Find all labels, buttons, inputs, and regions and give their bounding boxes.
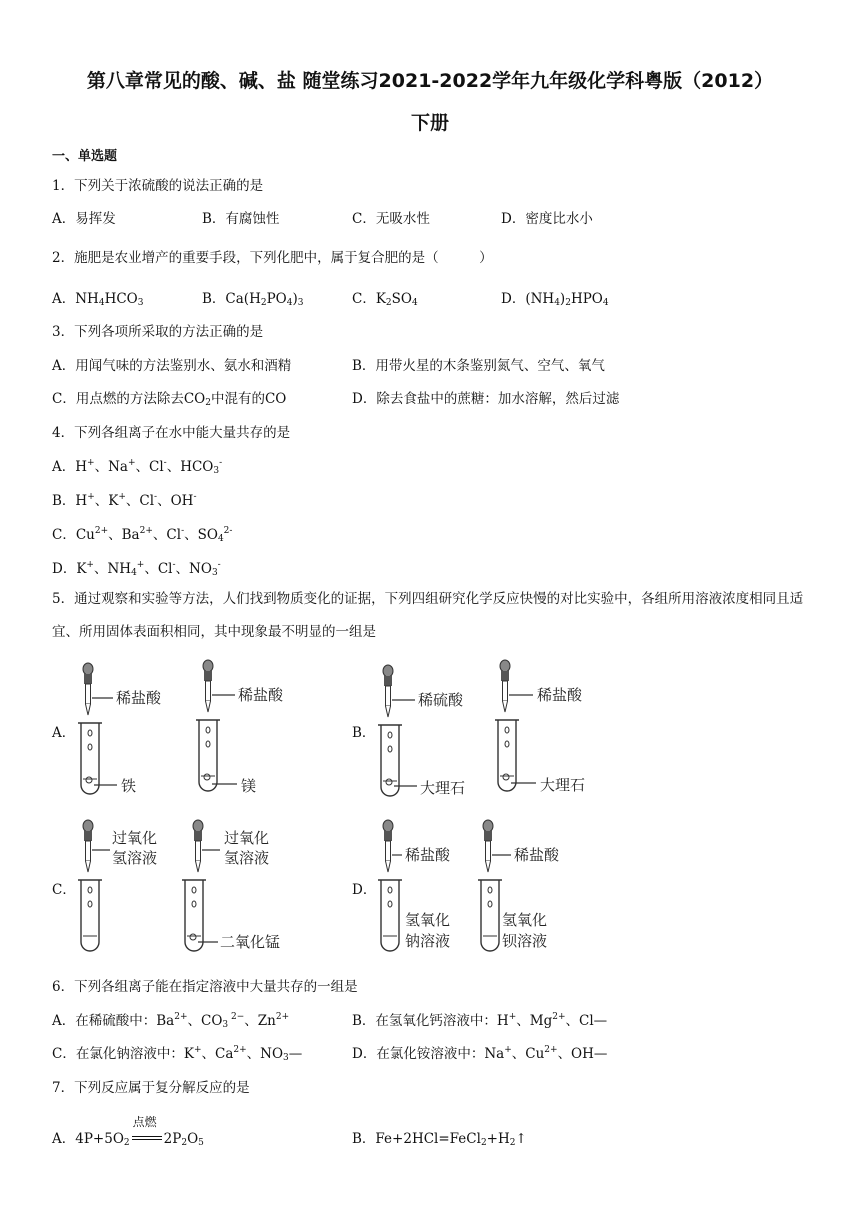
question-6: 6．下列各组离子能在指定溶液中大量共存的一组是 <box>52 979 358 995</box>
option-d: D．$(NH_4)_2HPO_4$ <box>501 291 609 308</box>
diagram-d1 <box>378 820 451 951</box>
label-marble: 大理石 <box>420 779 466 797</box>
label-sodium-hydroxide: 氢氧化 <box>405 911 451 929</box>
option-a-label: A． <box>52 725 76 741</box>
option-d: D．密度比水小 <box>501 211 593 227</box>
label-marble: 大理石 <box>540 776 586 794</box>
question-4-option-a: A．H+、Na+、Cl-、$HCO_3^-$ <box>52 458 223 476</box>
reaction-condition: 点燃 <box>132 1115 157 1129</box>
option-a: A．$NH_4HCO_3$ <box>52 291 144 308</box>
question-4-option-d: D．K+、$NH_4^+$、Cl-、$NO_3^-$ <box>52 560 221 578</box>
option-a: A．在稀硫酸中：$Ba^{2+}$、$CO_3$ $^{2-}$、$Zn^{2+}$ <box>52 1012 290 1030</box>
label-dilute-hcl: 稀盐酸 <box>537 686 583 704</box>
svg-text:钠溶液: 钠溶液 <box>405 932 451 950</box>
diagram-a2 <box>196 660 284 795</box>
diagram-b2 <box>495 660 585 794</box>
svg-text:氢溶液: 氢溶液 <box>224 849 270 867</box>
question-6-options-cd <box>52 1042 842 1062</box>
diagram-d2 <box>478 820 560 951</box>
label-dilute-hcl: 稀盐酸 <box>238 686 284 704</box>
option-a: A．用闻气味的方法鉴别水、氨水和酒精 <box>52 358 292 374</box>
question-6-options-ab <box>52 1009 842 1029</box>
option-b: B．$Fe+2HCl=FeCl_2+H_2↑$ <box>352 1131 527 1148</box>
label-dilute-hcl: 稀盐酸 <box>405 846 451 864</box>
option-b-label: B． <box>352 725 376 741</box>
option-b: B．有腐蚀性 <box>202 211 280 227</box>
diagram-b1 <box>378 665 465 797</box>
label-dilute-hcl: 稀盐酸 <box>514 846 560 864</box>
option-a: A．$4P+5O_2$ 点燃 $2P_2O_5$ <box>52 1115 204 1148</box>
question-4: 4．下列各组离子在水中能大量共存的是 <box>52 425 291 441</box>
svg-text:钡溶液: 钡溶液 <box>502 932 548 950</box>
label-iron: 铁 <box>121 777 137 795</box>
question-3: 3．下列各项所采取的方法正确的是 <box>52 324 264 340</box>
question-4-option-c: C．$Cu^{2+}$、$Ba^{2+}$、Cl-、$SO_4^{2-}$ <box>52 526 233 544</box>
document-title-line2: 下册 <box>410 112 449 134</box>
label-manganese-dioxide: 二氧化锰 <box>220 933 281 951</box>
option-b: B．$Ca(H_2PO_4)_3$ <box>202 291 304 308</box>
document-title: 第八章常见的酸、碱、盐 随堂练习2021-2022学年九年级化学科粤版（2012） <box>86 70 774 92</box>
section-heading: 一、单选题 <box>52 149 118 164</box>
option-d: D．在氯化铵溶液中：Na+、$Cu^{2+}$、OH— <box>352 1045 608 1062</box>
label-dilute-sulfuric: 稀硫酸 <box>418 691 464 709</box>
question-7: 7．下列反应属于复分解反应的是 <box>52 1080 250 1096</box>
option-c-label: C． <box>52 882 76 898</box>
question-5: 5．通过观察和实验等方法，人们找到物质变化的证据，下列四组研究化学反应快慢的对比实验中，各组所用溶液浓度相同且适宜、所用固体表面积相同，其中现象最不明显的一组是 <box>52 591 804 640</box>
option-d-label: D． <box>352 882 377 898</box>
label-dilute-hcl: 稀盐酸 <box>116 689 162 707</box>
question-1: 1．下列关于浓硫酸的说法正确的是 <box>52 178 264 194</box>
label-hydrogen-peroxide: 过氧化 <box>112 829 158 847</box>
option-c: C．在氯化钠溶液中：K+、$Ca^{2+}$、$NO_3—$ <box>52 1045 303 1063</box>
question-2: 2．施肥是农业增产的重要手段，下列化肥中，属于复合肥的是（ ） <box>52 250 493 266</box>
option-c: C．无吸水性 <box>352 211 430 227</box>
question-4-option-b: B．H+、K+、Cl-、OH- <box>52 492 197 509</box>
svg-text:氢溶液: 氢溶液 <box>112 849 158 867</box>
label-magnesium: 镁 <box>241 777 257 795</box>
diagram-c2 <box>182 820 280 951</box>
diagram-c1 <box>78 820 157 951</box>
label-hydrogen-peroxide: 过氧化 <box>224 829 270 847</box>
option-d: D．除去食盐中的蔗糖：加水溶解，然后过滤 <box>352 391 620 407</box>
option-c: C．用点燃的方法除去$CO_2$中混有的CO <box>52 391 287 408</box>
option-b: B．用带火星的木条鉴别氮气、空气、氧气 <box>352 358 605 374</box>
option-b: B．在氢氧化钙溶液中：H+、$Mg^{2+}$、Cl— <box>352 1012 608 1029</box>
option-c: C．$K_2SO_4$ <box>352 291 418 308</box>
option-a: A．易挥发 <box>52 211 116 227</box>
question-7-options-ab <box>52 1115 842 1148</box>
label-barium-hydroxide: 氢氧化 <box>502 911 548 929</box>
diagram-a1 <box>78 663 162 795</box>
